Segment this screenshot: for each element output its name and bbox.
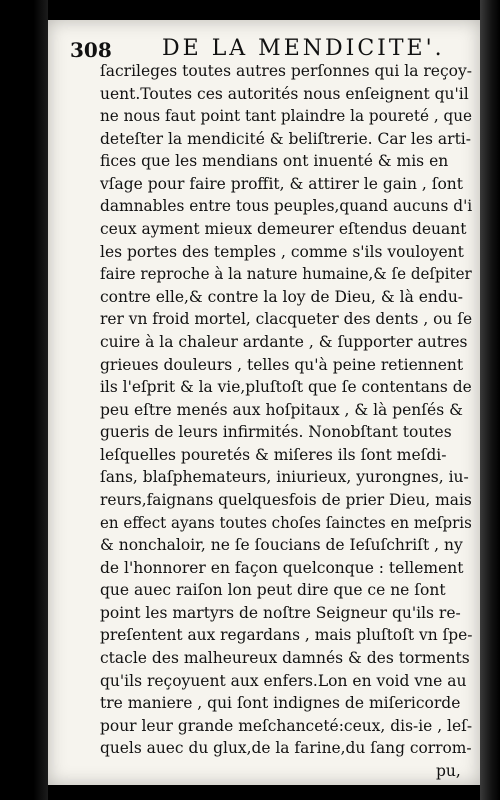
text-line: qu'ils reçoyuent aux enfers.Lon en void vne au [100,671,467,690]
page-edge-shadow [480,0,500,800]
text-line: pour leur grande meſchanceté:ceux, dis-ie , leſ- [100,716,473,735]
text-line: contre elle,& contre la loy de Dieu, & là endu- [100,287,464,306]
text-line: damnables entre tous peuples,quand aucuns d'i [100,197,473,216]
text-line: que auec raiſon lon peut dire que ce ne ſont [100,581,446,600]
text-line: point les martyrs de noſtre Seigneur qu'ils re- [100,603,461,622]
text-line: cuire à la chaleur ardante , & ſupporter autres [100,332,468,351]
page-number: 308 [70,38,112,62]
text-line: preſentent aux regardans , mais pluſtoſt vn ſpe- [100,626,473,645]
text-line: quels auec du glux,de la farine,du ſang corrom- [100,739,472,758]
text-line: de l'honnorer en façon quelconque : tellement [100,558,464,577]
text-line: ſans, blaſphemateurs, iniurieux, yurongnes, iu- [100,468,469,487]
text-line: reurs,faignans quelquesfois de prier Dieu, mais [100,490,472,509]
text-line: ſacrileges toutes autres perſonnes qui la reçoy- [100,62,472,80]
text-line: en effect ayans toutes choſes ſainctes en meſpris [100,513,472,532]
text-line: fices que les mendians ont inuenté & mis en [100,152,449,171]
text-line: grieues douleurs , telles qu'à peine retiennent [100,355,464,374]
text-line: faire reproche à la nature humaine,& ſe deſpiter [100,265,472,284]
text-line: peu eſtre menés aux hoſpitaux , & là penſés & [100,400,463,419]
text-line: tre maniere , qui ſont indignes de miſericorde [100,694,461,713]
running-head: DE LA MENDICITE'. [162,36,445,61]
text-line: ne nous faut point tant plaindre la poureté , que [100,107,473,126]
text-line: ils l'eſprit & la vie,pluſtoſt que ſe contentans de [100,378,472,397]
text-line: leſquelles pouretés & miſeres ils ſont meſdi- [100,445,447,464]
text-line: gueris de leurs infirmités. Nonobſtant toutes [100,423,452,442]
body-text [100,60,472,760]
text-line: vſage pour faire proffit, & attirer le gain , ſont [100,174,464,193]
text-line: les portes des temples , comme s'ils vouloyent [100,242,464,261]
text-line: ctacle des malheureux damnés & des torments [100,649,470,668]
binding-shadow [0,0,48,800]
text-line: & nonchaloir, ne ſe ſoucians de Ieſuſchriſt , ny [100,536,463,555]
text-line: deteſter la mendicité & beliſtrerie. Car les arti- [100,129,471,148]
text-line: uent.Toutes ces autorités nous enſeignent qu'il [100,84,469,103]
text-line: rer vn froid mortel, clacqueter des dents , ou ſe [100,310,473,329]
catchword: pu, [436,762,461,780]
text-line: ceux ayment mieux demeurer eſtendus deuant [100,220,467,239]
